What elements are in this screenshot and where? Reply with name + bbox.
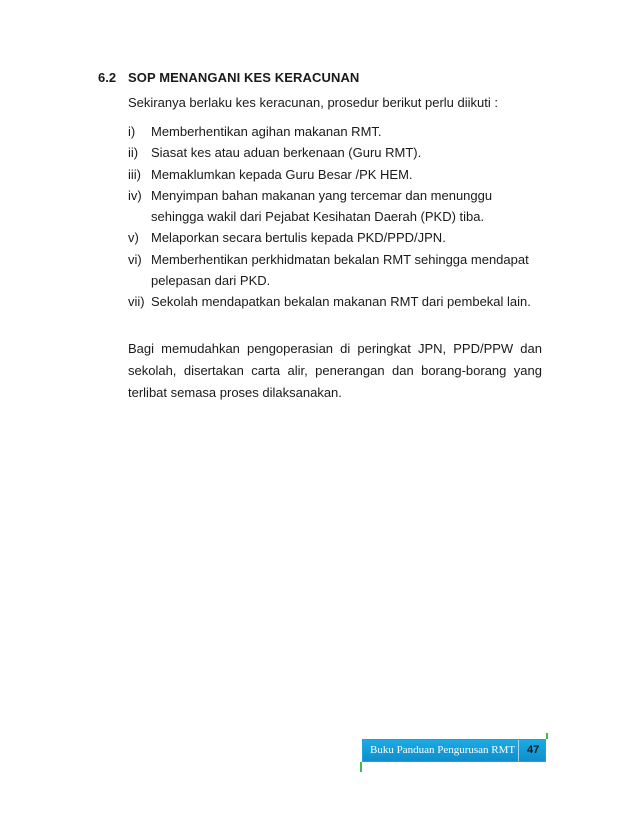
step-number: vii) xyxy=(128,294,145,310)
procedure-step xyxy=(128,185,548,228)
step-number: v) xyxy=(128,230,139,246)
procedure-step xyxy=(128,291,548,312)
section-intro: Sekiranya berlaku kes keracunan, prosedur berikut perlu diikuti : xyxy=(128,95,498,110)
footer-accent-mark xyxy=(360,762,362,772)
footer-banner xyxy=(362,739,546,762)
page-number: 47 xyxy=(527,744,540,756)
step-text: Memaklumkan kepada Guru Besar /PK HEM. xyxy=(151,166,413,182)
step-text: Siasat kes atau aduan berkenaan (Guru RMT). xyxy=(151,145,422,161)
procedure-list xyxy=(128,121,548,313)
footer-divider xyxy=(518,740,519,761)
step-text: Menyimpan bahan makanan yang tercemar dan menunggu sehingga wakil dari Pejabat Kesihatan Daerah (PKD) tiba. xyxy=(151,187,493,225)
footer-accent-mark xyxy=(546,733,548,739)
step-number: ii) xyxy=(128,145,139,161)
step-text: Memberhentikan perkhidmatan bekalan RMT sehingga mendapat pelepasan dari PKD. xyxy=(151,251,529,289)
procedure-step xyxy=(128,249,548,292)
section-title: SOP MENANGANI KES KERACUNAN xyxy=(128,70,360,85)
footer-book-title: Buku Panduan Pengurusan RMT xyxy=(370,744,516,756)
section-number: 6.2 xyxy=(98,70,117,85)
step-number: vi) xyxy=(128,251,142,267)
body-paragraph: Bagi memudahkan pengoperasian di peringkat JPN, PPD/PPW dan sekolah, disertakan carta alir, penerangan dan borang-borang yang terlibat semasa proses dilaksanakan. xyxy=(128,341,542,400)
procedure-step xyxy=(128,121,548,142)
step-number: iii) xyxy=(128,166,141,182)
procedure-step xyxy=(128,227,548,248)
step-text: Memberhentikan agihan makanan RMT. xyxy=(151,124,382,139)
procedure-step xyxy=(128,164,548,185)
step-number: iv) xyxy=(128,187,142,203)
step-text: Melaporkan secara bertulis kepada PKD/PPD/JPN. xyxy=(151,230,446,246)
step-number: i) xyxy=(128,124,136,139)
step-text: Sekolah mendapatkan bekalan makanan RMT dari pembekal lain. xyxy=(151,294,531,310)
procedure-step xyxy=(128,142,548,163)
